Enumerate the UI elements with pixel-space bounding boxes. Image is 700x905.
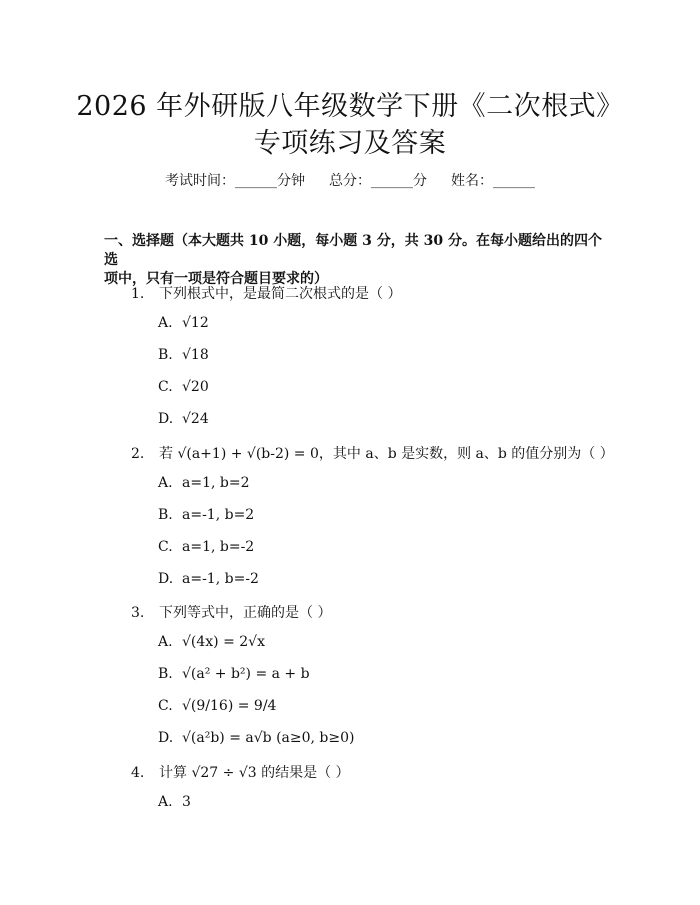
option-text: √(9/16) = 9/4 bbox=[182, 698, 277, 714]
option-letter: C. bbox=[158, 379, 173, 395]
question-text: 下列等式中，正确的是（ ） bbox=[159, 605, 332, 621]
option-text: a=1, b=-2 bbox=[182, 539, 255, 555]
question-text: 若 √(a+1) + √(b-2) = 0，其中 a、b 是实数，则 a、b 的值分别为（ ） bbox=[159, 446, 614, 462]
question-number: 2. bbox=[131, 446, 145, 462]
option-letter: D. bbox=[158, 730, 174, 746]
option-1a bbox=[158, 315, 209, 331]
option-3a bbox=[158, 634, 265, 650]
option-3d bbox=[158, 730, 354, 746]
option-letter: B. bbox=[158, 507, 173, 523]
option-letter: C. bbox=[158, 698, 173, 714]
option-text: 3 bbox=[182, 794, 191, 810]
option-4a bbox=[158, 794, 191, 810]
option-text: a=-1, b=2 bbox=[182, 507, 255, 523]
option-text: √(4x) = 2√x bbox=[182, 634, 266, 650]
option-2d bbox=[158, 571, 259, 587]
question-number: 4. bbox=[131, 765, 145, 781]
option-letter: A. bbox=[158, 794, 173, 810]
option-2b bbox=[158, 507, 254, 523]
question-text: 下列根式中，是最简二次根式的是（ ） bbox=[159, 286, 402, 302]
option-letter: D. bbox=[158, 571, 174, 587]
option-1b bbox=[158, 347, 209, 363]
option-letter: C. bbox=[158, 539, 173, 555]
option-1c bbox=[158, 379, 209, 395]
option-text: √(a²b) = a√b (a≥0, b≥0) bbox=[182, 730, 355, 746]
option-letter: D. bbox=[158, 411, 174, 427]
question-2 bbox=[131, 443, 614, 463]
option-text: √20 bbox=[182, 379, 209, 395]
question-number: 1. bbox=[131, 286, 145, 302]
option-letter: A. bbox=[158, 315, 173, 331]
exam-info-row bbox=[0, 170, 700, 190]
option-2a bbox=[158, 475, 249, 491]
option-letter: B. bbox=[158, 347, 173, 363]
section-heading bbox=[104, 232, 604, 289]
option-1d bbox=[158, 411, 209, 427]
page-title-line1: 2026 年外研版八年级数学下册《二次根式》 bbox=[76, 91, 624, 122]
option-2c bbox=[158, 539, 254, 555]
exam-time-field: 考试时间：______分钟 bbox=[165, 173, 305, 189]
option-text: √18 bbox=[182, 347, 209, 363]
total-score-field: 总分：______分 bbox=[329, 173, 427, 189]
student-name-field: 姓名：______ bbox=[451, 173, 535, 189]
question-number: 3. bbox=[131, 605, 145, 621]
page-title-line2: 专项练习及答案 bbox=[253, 128, 447, 159]
question-1 bbox=[131, 283, 401, 303]
question-4 bbox=[131, 762, 350, 782]
option-text: √(a² + b²) = a + b bbox=[182, 666, 310, 682]
option-letter: B. bbox=[158, 666, 173, 682]
section-heading-line1: 一、选择题（本大题共 10 小题，每小题 3 分，共 30 分。在每小题给出的四个选 bbox=[104, 233, 602, 268]
option-text: a=1, b=2 bbox=[182, 475, 250, 491]
option-text: √24 bbox=[182, 411, 209, 427]
option-letter: A. bbox=[158, 634, 173, 650]
section-heading-line2: 项中，只有一项是符合题目要求的） bbox=[104, 271, 328, 287]
option-text: √12 bbox=[182, 315, 209, 331]
option-letter: A. bbox=[158, 475, 173, 491]
option-3b bbox=[158, 666, 310, 682]
option-text: a=-1, b=-2 bbox=[182, 571, 259, 587]
option-3c bbox=[158, 698, 276, 714]
question-3 bbox=[131, 602, 331, 622]
question-text: 计算 √27 ÷ √3 的结果是（ ） bbox=[159, 765, 350, 781]
